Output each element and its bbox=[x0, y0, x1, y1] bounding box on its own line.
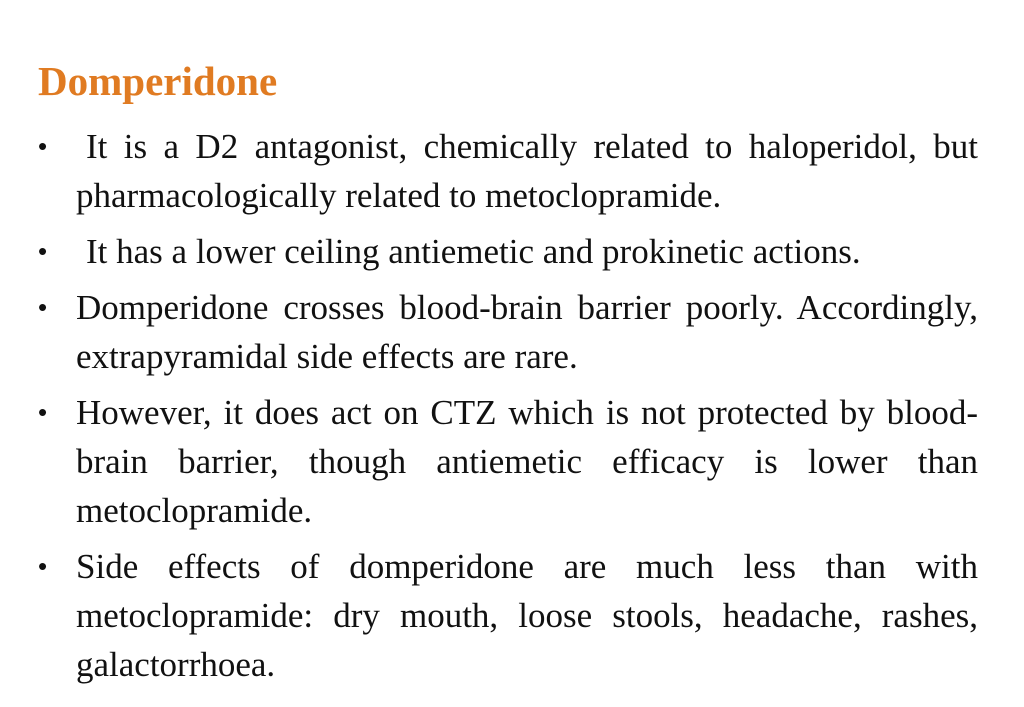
bullet-item bbox=[38, 542, 978, 689]
bullet-text: However, it does act on CTZ which is not protected by blood-brain barrier, though antiemetic efficacy is lower than metoclopramide. bbox=[76, 393, 978, 530]
bullet-item bbox=[38, 283, 978, 381]
bullet-marker-icon: • bbox=[38, 292, 48, 322]
bullet-marker-icon: • bbox=[38, 551, 48, 581]
bullet-marker-icon: • bbox=[38, 236, 48, 266]
bullet-text: Side effects of domperidone are much less than with metoclopramide: dry mouth, loose stools, headache, rashes, galactorrhoea. bbox=[76, 547, 978, 684]
bullet-marker-icon: • bbox=[38, 397, 48, 427]
bullet-text: It has a lower ceiling antiemetic and prokinetic actions. bbox=[86, 232, 861, 271]
bullet-text: It is a D2 antagonist, chemically related to haloperidol, but pharmacologically related to metoclopramide. bbox=[76, 127, 978, 215]
slide-title: Domperidone bbox=[38, 58, 278, 104]
bullet-text: Domperidone crosses blood-brain barrier poorly. Accordingly, extrapyramidal side effects are rare. bbox=[76, 288, 978, 376]
bullet-item bbox=[38, 227, 978, 276]
bullet-list bbox=[38, 122, 978, 696]
bullet-item bbox=[38, 388, 978, 535]
bullet-marker-icon: • bbox=[38, 131, 48, 161]
bullet-item bbox=[38, 122, 978, 220]
